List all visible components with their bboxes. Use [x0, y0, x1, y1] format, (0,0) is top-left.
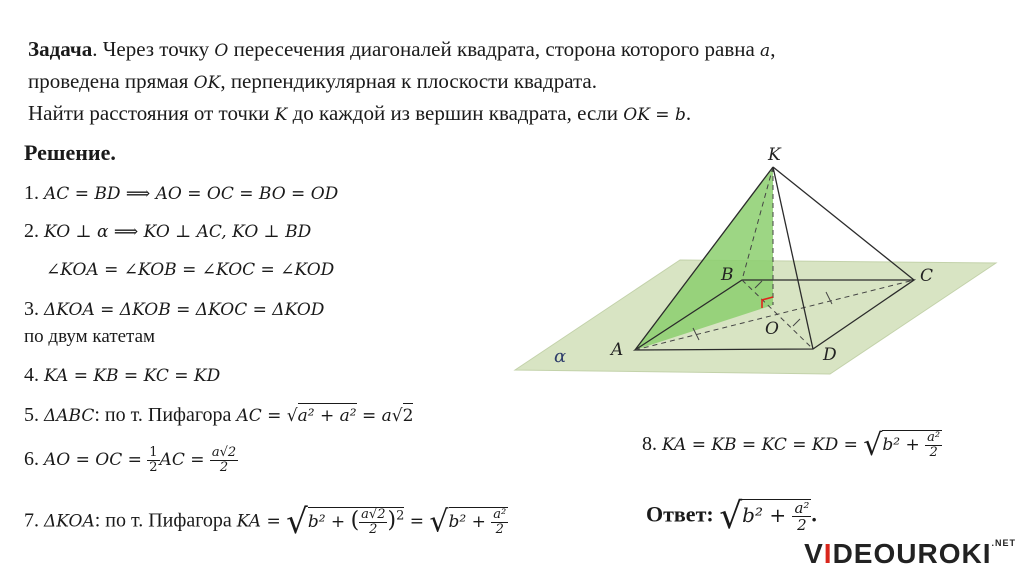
numerator: 1 — [149, 445, 158, 460]
step-number: 5. — [24, 404, 44, 426]
sqrt-sign: √ — [286, 406, 298, 426]
logo-net: .NET — [991, 538, 1016, 548]
task-text: пересечения диагоналей квадрата, сторона которого равна — [228, 37, 761, 61]
math-expr: ΔKOA — [44, 511, 95, 532]
denominator: 2 — [929, 445, 938, 460]
step-number: 8. — [642, 433, 662, 456]
math-expr: 2 — [403, 403, 414, 426]
label-A: A — [611, 340, 624, 360]
math-expr: OK = b — [623, 105, 686, 125]
math-expr: AO = OC = — [44, 450, 148, 471]
numerator: a√2 — [211, 445, 237, 460]
math-expr: = — [404, 511, 430, 532]
sqrt-sign: √ — [286, 502, 308, 542]
step-number: 1. — [24, 182, 44, 204]
math-expr: a² + a² — [298, 403, 357, 426]
label-D: D — [823, 345, 837, 365]
step-3-reason: по двум катетам — [24, 326, 156, 347]
task-text: до каждой из вершин квадрата, если — [287, 101, 624, 125]
math-expr: b² + — [307, 511, 351, 532]
sqrt-sign: √ — [863, 428, 883, 463]
math-expr: KA = — [236, 511, 287, 532]
step-number: 3. — [24, 298, 44, 320]
math-expr: AC = — [236, 406, 287, 426]
answer-colon: : — [706, 501, 714, 527]
label-alpha: α — [554, 346, 567, 367]
step-2 — [24, 220, 311, 243]
step-text: : по т. Пифагора — [94, 509, 237, 532]
sqrt-sign: √ — [719, 496, 743, 537]
fraction — [925, 431, 942, 460]
math-var: K — [274, 105, 288, 125]
logo-text: V — [804, 538, 824, 569]
pyramid-figure — [510, 140, 1000, 380]
step-number: 2. — [24, 220, 44, 242]
fraction — [210, 446, 238, 475]
task-label: Задача — [28, 37, 93, 61]
step-1 — [24, 182, 338, 205]
numerator: a² — [493, 506, 507, 522]
math-var: a — [760, 41, 771, 61]
task-text: , — [770, 37, 776, 61]
answer-dot: . — [811, 501, 817, 527]
sqrt-body — [742, 499, 811, 534]
paren-open: ( — [350, 507, 360, 533]
label-C: C — [920, 266, 934, 286]
label-O: O — [765, 319, 779, 339]
sqrt-body — [448, 506, 509, 537]
step-number: 4. — [24, 364, 44, 386]
sqrt-sign: √ — [391, 406, 403, 426]
numerator: a² — [794, 499, 810, 517]
fraction — [359, 508, 387, 537]
logo-text-red: I — [823, 538, 833, 569]
math-expr: KO ⊥ α ⟹ KO ⊥ AC, KO ⊥ BD — [44, 222, 312, 242]
math-expr: b² + — [742, 502, 793, 527]
step-2-angles — [46, 258, 334, 281]
numerator: a√2 — [361, 506, 386, 522]
step-5 — [24, 404, 413, 427]
solution-heading: Решение. — [24, 140, 116, 165]
logo-text: DEOUROKI — [832, 538, 992, 569]
denominator: 2 — [797, 516, 807, 534]
step-7 — [24, 502, 508, 542]
step-3 — [24, 298, 324, 321]
step-number: 7. — [24, 509, 44, 532]
math-expr: ΔABC — [44, 406, 95, 426]
math-expr: KA = KB = KC = KD = — [662, 435, 864, 456]
math-expr: KA = KB = KC = KD — [44, 366, 221, 386]
paren-close: ) — [387, 507, 397, 533]
math-var: O — [214, 41, 229, 61]
fraction — [147, 446, 159, 475]
fraction — [792, 500, 811, 533]
task-line-2 — [28, 66, 1018, 98]
task-text: проведена прямая — [28, 69, 194, 93]
denominator: 2 — [369, 521, 378, 537]
denominator: 2 — [495, 521, 504, 537]
step-4 — [24, 364, 220, 387]
math-expr: ΔKOA = ΔKOB = ΔKOC = ΔKOD — [44, 300, 325, 320]
sqrt-body — [307, 506, 405, 537]
videouroki-logo — [804, 538, 1016, 570]
math-expr: AC = — [159, 450, 210, 471]
step-text: : по т. Пифагора — [94, 404, 237, 426]
math-expr: ∠KOA = ∠KOB = ∠KOC = ∠KOD — [46, 260, 335, 280]
step-8 — [642, 428, 942, 463]
answer-label: Ответ — [646, 501, 707, 527]
sqrt-sign: √ — [429, 504, 449, 540]
step-number: 6. — [24, 448, 44, 471]
label-K: K — [768, 145, 781, 165]
task-text: , перпендикулярная к плоскости квадрата. — [220, 69, 597, 93]
task-text: Найти расстояния от точки — [28, 101, 275, 125]
numerator: a² — [927, 430, 941, 445]
sqrt-body — [882, 430, 942, 460]
denominator: 2 — [219, 460, 229, 475]
task-line-3 — [28, 98, 1018, 130]
label-B: B — [721, 265, 734, 285]
denominator: 2 — [149, 460, 158, 475]
math-expr: b² + — [448, 511, 492, 532]
math-expr: b² + — [882, 435, 926, 456]
task-text: . — [685, 101, 692, 125]
task-text: . Через точку — [92, 37, 215, 61]
step-6 — [24, 446, 238, 475]
task-line-1 — [28, 34, 1018, 66]
answer — [646, 496, 817, 537]
math-var: OK — [193, 73, 221, 93]
task-statement — [28, 34, 1018, 130]
fraction — [491, 508, 508, 537]
math-expr: = a — [356, 406, 392, 426]
math-expr: AC = BD ⟹ AO = OC = BO = OD — [44, 184, 339, 204]
exponent: 2 — [396, 507, 405, 523]
